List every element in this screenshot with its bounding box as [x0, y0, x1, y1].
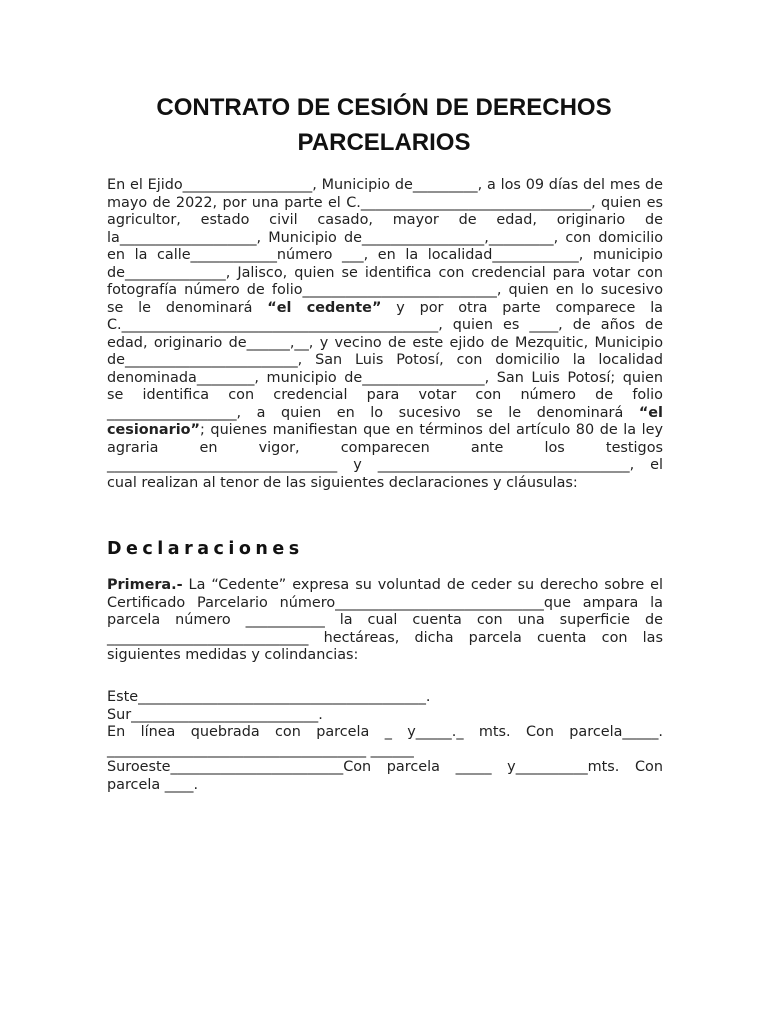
title-line-1: CONTRATO DE CESIÓN DE DERECHOS — [156, 94, 612, 121]
intro-text-part-3: ; quienes manifiestan que en términos del artículo 80 de la ley agraria en vigor, comparecen ante los testigos ________________________________ y ___________________________________, el cual realizan al tenor de las siguientes declaraciones y cláusulas: — [107, 422, 663, 491]
colindancia-suroeste: Suroeste________________________Con parcela _____ y__________mts. Con parcela ____. — [107, 759, 663, 793]
primera-label: Primera.- — [107, 577, 183, 593]
title-line-2: PARCELARIOS — [297, 129, 471, 156]
intro-text-part-2: y por otra parte comparece la C.____________________________________________, quien es ____, de años de edad, originario de______,__, y vecino de este ejido de Mezquitic, Municipio de________________________, San Luis Potosí, con domicilio la localidad denominada________, municipio de_________________, San Luis Potosí; quien se identifica con credencial para votar con número de folio __________________, a quien en lo sucesivo se le denominará — [107, 299, 664, 421]
colindancia-linea-quebrada: En línea quebrada con parcela _ y_____._ mts. Con parcela_____. ____________________________________ ______ — [107, 724, 663, 758]
section-heading-declaraciones: Declaraciones — [107, 539, 304, 559]
primera-paragraph — [107, 577, 663, 665]
colindancias-block — [107, 689, 663, 794]
intro-paragraph — [107, 177, 663, 492]
intro-text-part-1: En el Ejido__________________, Municipio de_________, a los 09 días del mes de mayo de 2022, por una parte el C.________________________________, quien es agricultor, estado civil casado, mayor de edad, originario de la___________________, Municipio de_________________,_________, con domicilio en la calle____________número ___, en la localidad____________, municipio de______________, Jalisco, quien se identifica con credencial para votar con fotografía número de folio___________________________, quien en lo sucesivo se le denominará — [107, 177, 663, 316]
primera-text: La “Cedente” expresa su voluntad de ceder su derecho sobre el Certificado Parcelario número_____________________________que ampara la parcela número ___________ la cual cuenta con una superficie de ____________________________ hectáreas, dicha parcela cuenta con las siguientes medidas y colindancias: — [107, 577, 663, 663]
colindancia-este: Este________________________________________. — [107, 689, 431, 705]
cesionario-term: “el cesionario” — [107, 404, 663, 438]
cedente-term: “el cedente” — [267, 299, 382, 316]
document-title — [100, 90, 668, 160]
colindancia-sur: Sur__________________________. — [107, 706, 323, 723]
